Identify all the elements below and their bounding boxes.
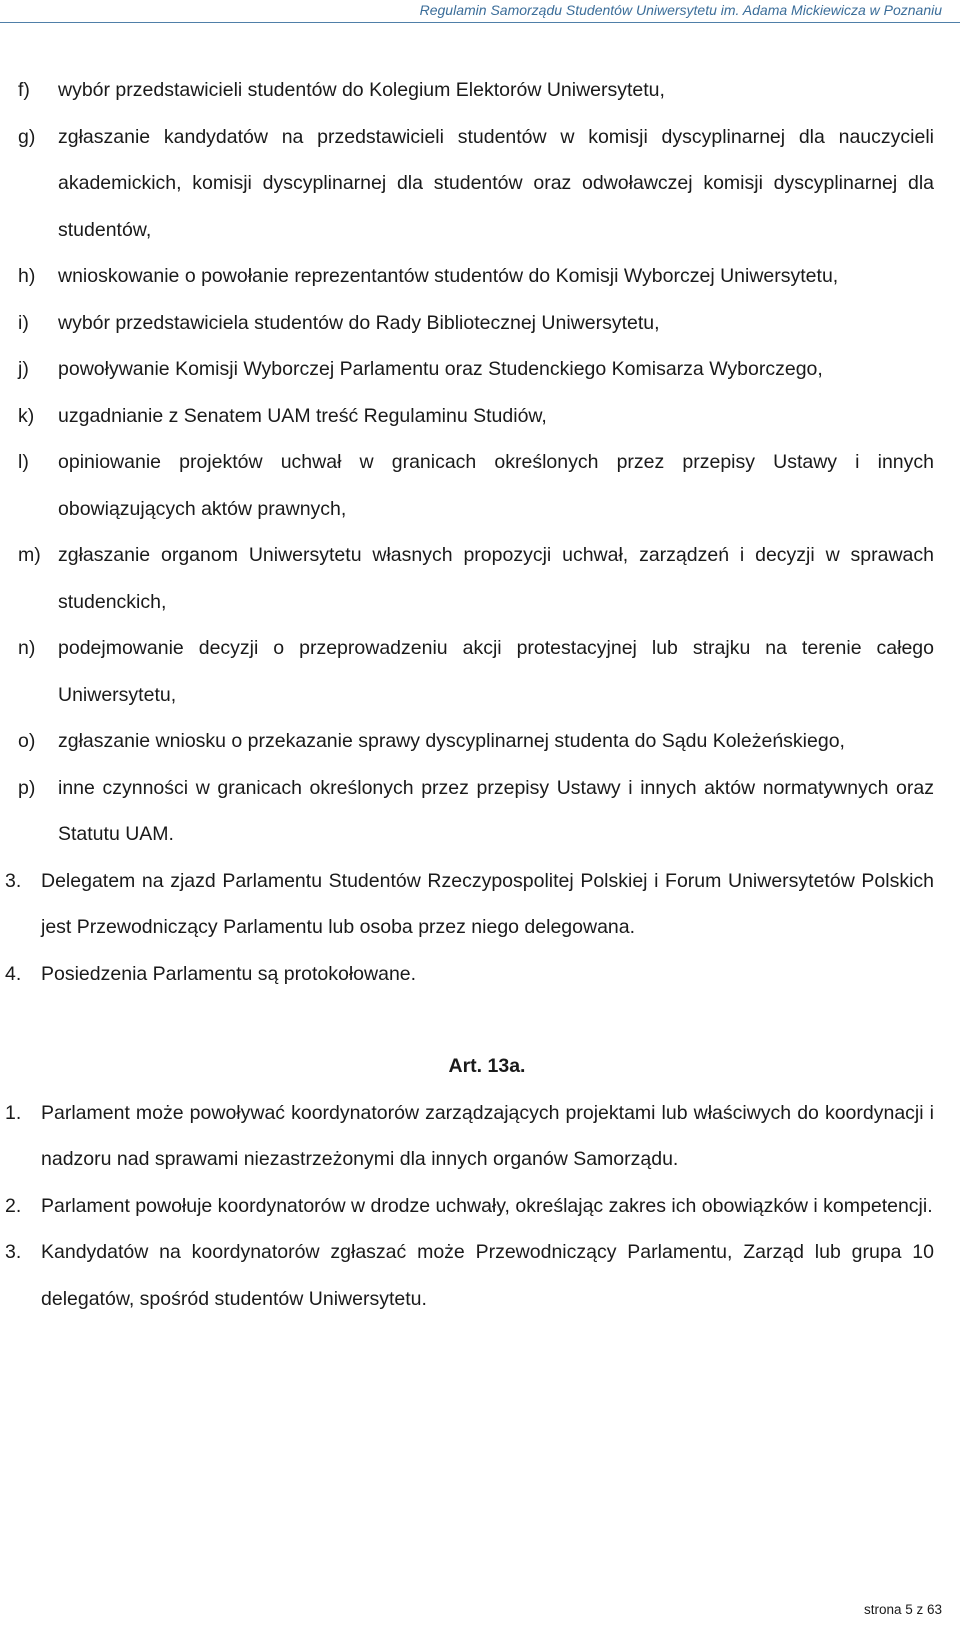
numbered-paragraph: [0, 951, 960, 998]
list-item-label: h): [18, 265, 36, 287]
list-item: [0, 532, 960, 625]
running-header-title: Regulamin Samorządu Studentów Uniwersytetu im. Adama Mickiewicza w Poznaniu: [419, 2, 942, 18]
list-item-label: f): [18, 79, 30, 101]
list-item: [0, 718, 960, 765]
list-item-text: zgłaszanie organom Uniwersytetu własnych propozycji uchwał, zarządzeń i decyzji w sprawach studenckich,: [58, 544, 934, 613]
article-heading: Art. 13a.: [448, 1055, 526, 1077]
list-item: [0, 765, 960, 858]
list-item-label: i): [18, 311, 29, 334]
list-item: [0, 253, 960, 300]
list-item-text: opiniowanie projektów uchwał w granicach określonych przez przepisy Ustawy i innych obowiązujących aktów prawnych,: [58, 451, 934, 520]
list-item: [0, 67, 960, 114]
list-item-label: g): [18, 125, 36, 148]
document-body: [0, 67, 960, 1322]
list-item: [0, 393, 960, 440]
paragraph-number: 2.: [5, 1194, 22, 1217]
list-item-text: uzgadnianie z Senatem UAM treść Regulaminu Studiów,: [58, 404, 547, 427]
list-item-label: k): [18, 404, 35, 427]
page-number: strona 5 z 63: [863, 1602, 942, 1617]
list-item-text: podejmowanie decyzji o przeprowadzeniu akcji protestacyjnej lub strajku na terenie całego Uniwersytetu,: [58, 637, 934, 706]
list-item: [0, 625, 960, 718]
list-item-text: wybór przedstawicieli studentów do Kolegium Elektorów Uniwersytetu,: [58, 79, 665, 101]
paragraph-number: 4.: [5, 962, 22, 985]
paragraph-number: 1.: [5, 1101, 22, 1124]
paragraph-text: Delegatem na zjazd Parlamentu Studentów Rzeczypospolitej Polskiej i Forum Uniwersytetów Polskich jest Przewodniczący Parlamentu lub osoba przez niego delegowana.: [41, 869, 934, 938]
list-item-text: wnioskowanie o powołanie reprezentantów studentów do Komisji Wyborczej Uniwersytetu,: [58, 265, 839, 287]
running-header: [0, 0, 960, 23]
paragraph-text: Kandydatów na koordynatorów zgłaszać może Przewodniczący Parlamentu, Zarząd lub grupa 10 delegatów, spośród studentów Uniwersytetu.: [41, 1241, 934, 1310]
list-item: [0, 300, 960, 347]
list-item-label: n): [18, 637, 36, 659]
list-item: [0, 346, 960, 393]
paragraph-number: 3.: [5, 1241, 22, 1263]
list-item-label: p): [18, 776, 36, 799]
numbered-paragraph: [0, 1090, 960, 1183]
list-item: [0, 439, 960, 532]
numbered-paragraph: [0, 1229, 960, 1322]
list-item-text: zgłaszanie wniosku o przekazanie sprawy dyscyplinarnej studenta do Sądu Koleżeńskiego,: [58, 730, 845, 752]
numbered-paragraph: [0, 1183, 960, 1230]
list-item-label: m): [18, 544, 41, 566]
list-item-text: zgłaszanie kandydatów na przedstawicieli studentów w komisji dyscyplinarnej dla nauczycieli akademickich, komisji dyscyplinarnej dla studentów oraz odwoławczej komisji dyscyplinarnej dla studentów,: [58, 125, 934, 241]
list-item-text: inne czynności w granicach określonych przez przepisy Ustawy i innych aktów normatywnych oraz Statutu UAM.: [58, 776, 934, 845]
paragraph-number: 3.: [5, 869, 22, 892]
list-item-label: j): [18, 358, 29, 380]
list-item: [0, 114, 960, 254]
paragraph-text: Posiedzenia Parlamentu są protokołowane.: [41, 962, 417, 985]
paragraph-text: Parlament powołuje koordynatorów w drodze uchwały, określając zakres ich obowiązków i kompetencji.: [41, 1194, 933, 1217]
list-item-label: o): [18, 730, 36, 752]
list-item-text: wybór przedstawiciela studentów do Rady Bibliotecznej Uniwersytetu,: [58, 311, 660, 334]
list-item-label: l): [18, 451, 29, 473]
numbered-paragraph: [0, 858, 960, 951]
paragraph-text: Parlament może powoływać koordynatorów zarządzających projektami lub właściwych do koordynacji i nadzoru nad sprawami niezastrzeżonymi dla innych organów Samorządu.: [41, 1101, 934, 1170]
list-item-text: powoływanie Komisji Wyborczej Parlamentu oraz Studenckiego Komisarza Wyborczego,: [58, 358, 823, 380]
